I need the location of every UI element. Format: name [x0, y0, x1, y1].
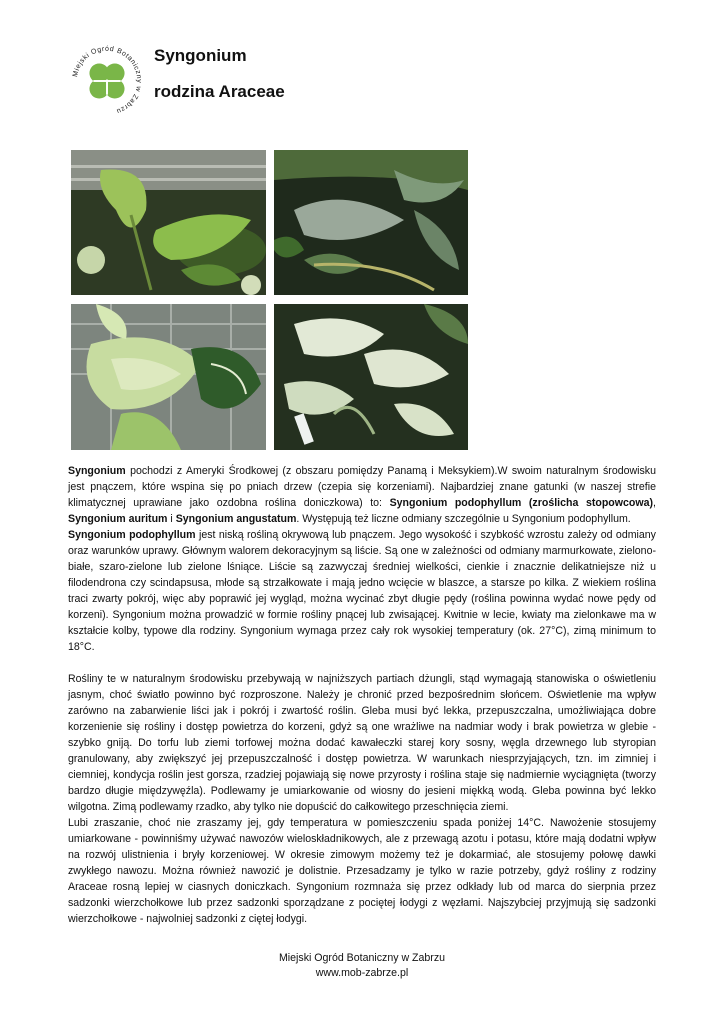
page-subtitle: rodzina Araceae	[154, 82, 285, 101]
paragraph-intro: Syngonium pochodzi z Ameryki Środkowej (z obszaru pomiędzy Panamą i Meksykiem).W swoim naturalnym środowisku jest pnączem, które wspina się po pniach drzew (czepia się korzeniami). Najbardziej znane gatunki (w naszej strefie klimatycznej uprawiane jako ozdobna roślina doniczkowa) to: Syngonium podophyllum (zroślicha stopowcowa), Syngonium auritum i Syngonium angustatum. Występują też liczne odmiany szczególnie u Syngonium podophyllum.	[68, 465, 656, 525]
plant-photo-silver-leaves	[274, 150, 468, 295]
paragraph-cultivation: Rośliny te w naturalnym środowisku przebywają w najniższych partiach dżungli, stąd wymagają stanowiska o oświetleniu jasnym, choć światło powinno być rozproszone. Należy je chronić przed bezpośrednim słońcem. Oświetlenie ma wpływ zarówno na zabarwienie liści jak i pokrój i zwartość roślin. Gleba musi być lekka, przepuszczalna, umożliwiająca dobre korzenienie się rośliny i dostęp powietrza do korzeni, gdyż są one wrażliwe na nadmiar wody i brak powietrza w glebie - szybko gniją. Do torfu lub ziemi torfowej można dodać kawałeczki starej kory sosny, węgla drzewnego lub styropian granulowany, aby zwiększyć jej przepuszczalność i dostęp powietrza. W warunkach niesprzyjających, tzn. im zimniej i ciemniej, kondycja roślin jest gorsza, rzadziej pojawiają się nowe przyrosty i roślina staje się nadmiernie wyciągnięta (tworzy bardzo długie międzywęźla). Podlewamy je umiarkowanie od wiosny do jesieni miękką wodą. Gleba powinna być lekko wilgotna. Zimą podlewamy rzadko, aby tylko nie dopuścić do całkowitego przeschnięcia ziemi.	[68, 673, 656, 813]
svg-text:Miejski Ogród Botaniczny w Zab: Miejski Ogród Botaniczny w Zabrzu	[71, 45, 143, 115]
plant-photo-white-leaves	[274, 304, 468, 450]
paragraph-podophyllum: Syngonium podophyllum jest niską rośliną okrywową lub pnączem. Jego wysokość i szybkość wzrostu zależy od odmiany oraz warunków uprawy. Głównym walorem dekoracyjnym są liście. Są one w zależności od odmiany marmurkowate, zielono-białe, szaro-zielone lub zielone lśniące. Liście są zazwyczaj średniej wielkości, cienkie i znacznie delikatniejsze niż u filodendrona czy scindapsusa, młode są strzałkowate i mają jedno wcięcie w blaszce, a starsze po kilka. Z wiekiem roślina traci zwarty pokrój, więc aby poprawić jej wygląd, można wycinać zbyt długie pędy (roślina powinna wydać nowe pędy od korzeni). Syngonium można prowadzić w formie rośliny pnącej lub zwisającej. Kwitnie w lecie, kwiaty ma zielonkawe ma w kształcie kolby, typowe dla rodziny. Syngonium wymaga przez cały rok wysokiej temperatury (ok. 27°C), zimą minimum to 18°C.	[68, 529, 656, 653]
plant-photo-marbled-leaves	[71, 304, 266, 450]
footer-organization: Miejski Ogród Botaniczny w Zabrzu	[278, 952, 446, 964]
footer-website: www.mob-zabrze.pl	[315, 967, 409, 979]
article-body	[68, 463, 656, 927]
paragraph-care: Lubi zraszanie, choć nie zraszamy jej, gdy temperatura w pomieszczeniu spada poniżej 14°C. Nawożenie stosujemy umiarkowane - powinniśmy używać nawozów wieloskładnikowych, ale z przewagą azotu i potasu, które mają dodatni wpływ na rozwój ulistnienia i bryły korzeniowej. W okresie zimowym możemy też je dokarmiać, ale stosujemy połowę dawki zwykłego nawozu. Można również nawozić je dolistnie. Przesadzamy je tylko w razie potrzeby, gdyż rośliny z rodziny Araceae rosną lepiej w ciasnych doniczkach. Syngonium rozmnaża się przez odkłady lub od marca do sierpnia przez sadzonki wierzchołkowe lub przez sadzonki sporządzane z pociętej łodygi z węzłami. Najszybciej przyjmują się sadzonki wierzchołkowe - najwolniej sadzonki z ciętej łodygi.	[68, 817, 656, 925]
page-title: Syngonium	[154, 46, 247, 65]
clover-icon	[89, 63, 124, 98]
botanical-garden-logo	[68, 42, 146, 120]
plant-photo-green-leaves	[71, 150, 266, 295]
